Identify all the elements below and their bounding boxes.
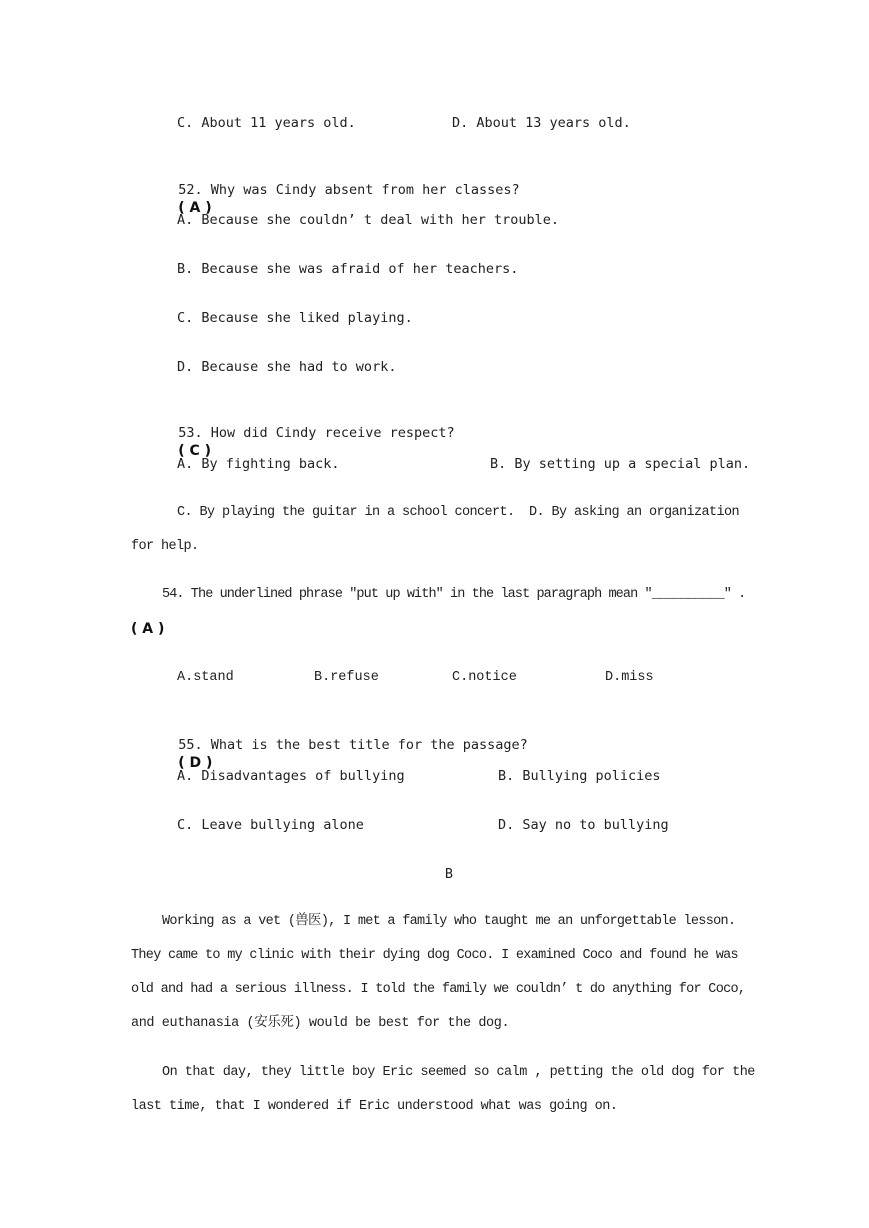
q53-option-a: A. By fighting back. [177,456,340,472]
q53-question-text: 53. How did Cindy receive respect? [178,425,455,441]
q53-option-b: B. By setting up a special plan. [490,456,751,472]
q54-answer: ( A ) [131,621,165,637]
q52-option-c: C. Because she liked playing. [177,310,413,326]
passage-paragraph-1-line-3: old and had a serious illness. I told the family we couldn’ t do anything for Coco, [131,982,746,997]
passage-paragraph-1-line-2: They came to my clinic with their dying dog Coco. I examined Coco and found he was [131,948,738,963]
q52-answer: ( A ) [178,200,212,216]
passage-paragraph-1-line-4: and euthanasia (安乐死) would be best for the dog. [131,1016,510,1031]
q52-stem [162,163,520,217]
q55-option-b: B. Bullying policies [498,768,661,784]
q55-option-a: A. Disadvantages of bullying [177,768,405,784]
q53-answer: ( C ) [178,443,212,459]
q54-option-c: C.notice [452,670,517,685]
q54-option-b: B.refuse [314,670,379,685]
q55-answer: ( D ) [178,755,213,771]
q52-option-d: D. Because she had to work. [177,359,397,375]
q53-option-d: D. By asking an organization [529,505,740,520]
q54-option-a: A.stand [177,670,234,685]
q53-stem [162,406,455,460]
q53-option-c: C. By playing the guitar in a school concert. [177,505,515,520]
q55-question-text: 55. What is the best title for the passage? [178,737,528,753]
q55-stem [162,718,528,772]
q51-option-c: C. About 11 years old. [177,115,356,131]
passage-paragraph-1-line-1: Working as a vet (兽医), I met a family who taught me an unforgettable lesson. [162,914,736,929]
q54-option-d: D.miss [605,670,654,685]
q52-option-a: A. Because she couldn’ t deal with her trouble. [177,212,560,228]
passage-paragraph-2-line-2: last time, that I wondered if Eric understood what was going on. [131,1099,618,1114]
q52-question-text: 52. Why was Cindy absent from her classes? [178,182,520,198]
q52-option-b: B. Because she was afraid of her teachers. [177,261,519,277]
section-heading: B [444,866,454,882]
passage-paragraph-2-line-1: On that day, they little boy Eric seemed so calm , petting the old dog for the [162,1065,755,1080]
q53-option-d-continued: for help. [131,539,199,554]
q55-option-c: C. Leave bullying alone [177,817,364,833]
q51-option-d: D. About 13 years old. [452,115,631,131]
q54-stem: 54. The underlined phrase "put up with" in the last paragraph mean "__________" . [162,587,746,602]
q55-option-d: D. Say no to bullying [498,817,669,833]
